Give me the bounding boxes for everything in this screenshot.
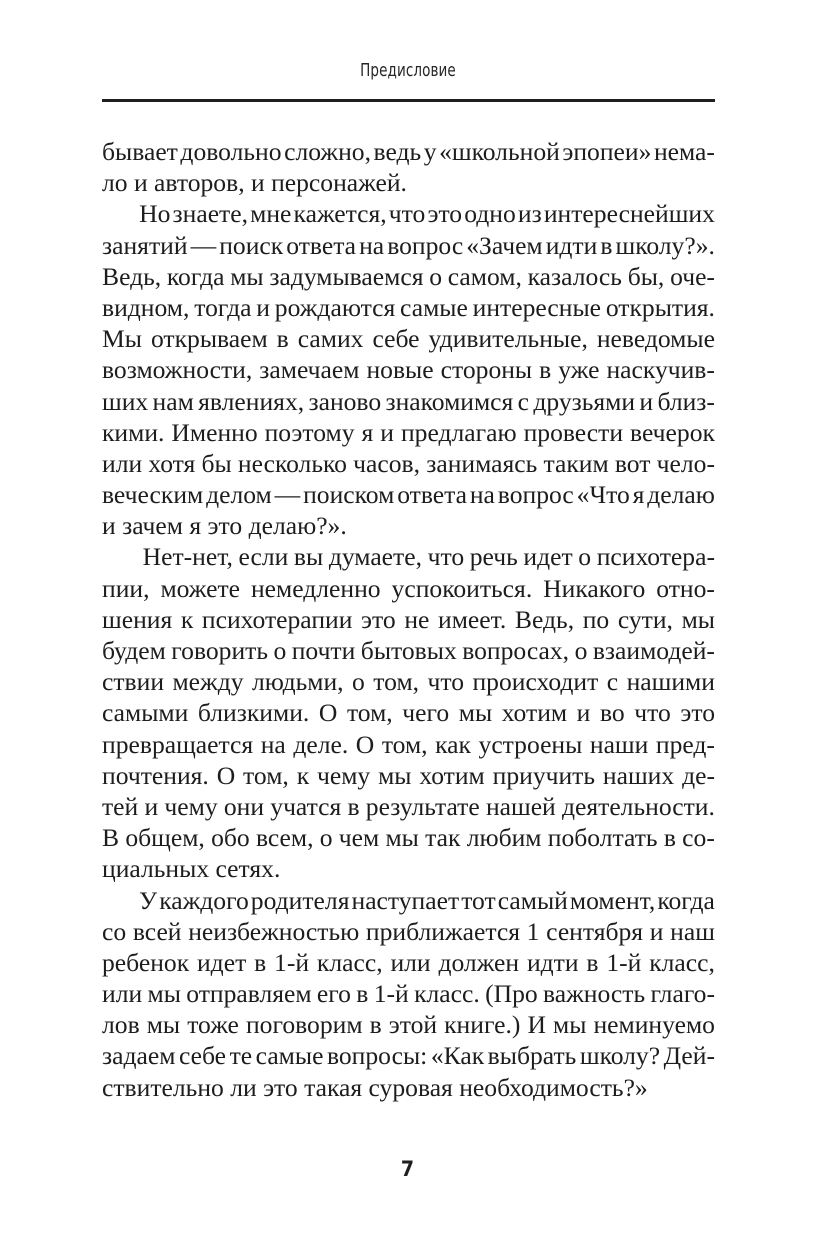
word: по	[582, 604, 610, 634]
text-line	[102, 1009, 715, 1040]
word: Нет-нет,	[142, 542, 233, 572]
word: почтения.	[102, 760, 209, 790]
word: «Что	[576, 480, 630, 510]
word: хотим	[501, 698, 568, 728]
word: поболтать	[547, 823, 658, 853]
word: сентября	[546, 916, 644, 946]
word: казалось	[527, 261, 622, 291]
word: интересные	[472, 292, 602, 322]
word: неведомые	[596, 324, 715, 354]
text-line	[102, 230, 715, 261]
word: идет	[196, 947, 247, 977]
word: имеет.	[438, 604, 507, 634]
word: близкими.	[197, 698, 310, 728]
word: у	[423, 137, 437, 166]
word: «Как	[430, 1041, 485, 1071]
word: взаимодей-	[592, 636, 715, 665]
word: о	[352, 667, 365, 697]
word: со-	[682, 823, 715, 853]
word: том,	[346, 698, 393, 728]
word: речь	[469, 542, 518, 572]
word: эпопеи»	[562, 137, 652, 166]
word: важность	[543, 979, 646, 1009]
word: стороны	[440, 355, 533, 385]
word: интереснейших	[543, 199, 715, 229]
word: мы	[147, 979, 181, 1009]
word: класс,	[649, 947, 715, 977]
word: ших	[102, 386, 149, 416]
word: нема-	[653, 137, 715, 166]
word: родителя	[250, 885, 350, 915]
word: и	[639, 386, 654, 416]
word: в	[369, 1010, 382, 1040]
word: можете	[160, 573, 241, 603]
word: делаю	[647, 480, 715, 510]
word: тогда	[194, 292, 252, 322]
word: общем,	[125, 823, 205, 853]
word: самые	[255, 1041, 324, 1071]
word: ствии	[102, 667, 165, 697]
word: это	[361, 604, 396, 634]
word: ствительно ли это такая суровая необходимость?»	[102, 1072, 648, 1102]
text-line	[102, 791, 715, 822]
running-head: Предисловие	[360, 61, 456, 81]
word: предлагаю	[400, 417, 517, 447]
word: со	[102, 916, 127, 946]
paragraph	[102, 541, 715, 884]
word: из	[517, 199, 542, 229]
word: его	[316, 979, 351, 1009]
word: нашей	[485, 791, 556, 821]
word: и зачем я это делаю?».	[102, 511, 347, 541]
word: мы	[681, 604, 715, 634]
word: деле.	[293, 729, 349, 759]
word: удивительные,	[428, 324, 588, 354]
word: неизбежностью	[188, 916, 360, 946]
word: на	[260, 729, 286, 759]
word: нам	[152, 386, 194, 416]
word: новые	[366, 355, 434, 385]
word: с	[517, 386, 530, 416]
word: самих	[297, 324, 364, 354]
word: деятельности.	[561, 791, 715, 821]
word: и	[576, 698, 591, 728]
word: на	[469, 480, 495, 510]
word: к	[296, 760, 310, 790]
word: успокоиться.	[391, 573, 533, 603]
word: пии,	[102, 573, 150, 603]
text-line	[102, 635, 715, 666]
word: вопрос	[387, 230, 464, 260]
word: психотерапии	[201, 604, 353, 634]
word: психотера-	[596, 542, 715, 572]
word: сути,	[617, 604, 673, 634]
word: оче-	[670, 261, 715, 291]
word: поиск	[219, 230, 284, 260]
word: таким	[543, 448, 609, 478]
word: занятий	[102, 230, 188, 260]
word: чело-	[656, 448, 715, 478]
text-line	[102, 573, 715, 604]
word: момент,	[569, 885, 656, 915]
word: 1	[526, 916, 540, 946]
word: вот	[614, 448, 651, 478]
word: класс.	[414, 979, 480, 1009]
word: открываем	[150, 324, 268, 354]
word: к	[180, 604, 194, 634]
word: уже	[558, 355, 600, 385]
word: что	[427, 667, 465, 697]
word: наш	[670, 916, 715, 946]
paragraph	[102, 198, 715, 541]
word: —	[274, 480, 301, 510]
word: всем,	[255, 823, 314, 853]
word: делом	[206, 480, 272, 510]
text-line	[102, 167, 715, 198]
word: в	[600, 230, 613, 260]
word: те	[229, 1041, 253, 1071]
word: тоже	[187, 1010, 239, 1040]
word: этой	[388, 1010, 438, 1040]
word: в	[663, 823, 676, 853]
word: мы	[230, 261, 264, 291]
word: мы	[378, 760, 412, 790]
word: будем	[102, 636, 166, 665]
word: или	[390, 947, 431, 977]
word: школу?».	[615, 230, 715, 260]
word: и	[256, 292, 270, 322]
word: когда	[657, 885, 715, 915]
word: бы,	[627, 261, 665, 291]
word: всей	[132, 916, 182, 946]
word: вечерок	[630, 417, 715, 447]
word: знаете,	[172, 199, 249, 229]
word: почти	[291, 636, 356, 665]
word: рождаются	[274, 292, 396, 322]
word: В	[102, 823, 120, 853]
text-line	[102, 666, 715, 697]
word: они	[223, 791, 265, 821]
word: ло и авторов, и персонажей.	[102, 168, 407, 198]
word: пред-	[655, 729, 715, 759]
text-line	[102, 978, 715, 1009]
word: одно	[464, 199, 516, 229]
word: видном,	[102, 292, 190, 322]
word: хотя	[148, 448, 196, 478]
word: чем	[338, 823, 380, 853]
word: Мы	[102, 324, 142, 354]
word: поэтому	[264, 417, 355, 447]
word: о	[429, 261, 443, 291]
text-line	[102, 947, 715, 978]
word: и	[380, 417, 394, 447]
word: —	[190, 230, 217, 260]
text-line	[102, 386, 715, 417]
text-line	[102, 1040, 715, 1071]
text-line	[102, 479, 715, 510]
word: мы	[146, 1010, 181, 1040]
word: провести	[523, 417, 624, 447]
text-line	[102, 198, 715, 229]
word: идти	[545, 230, 598, 260]
word: себе	[372, 324, 420, 354]
text-line	[102, 448, 715, 479]
text-line	[102, 261, 715, 292]
word: довольно	[180, 137, 282, 166]
word: о	[574, 636, 588, 665]
word: наши	[589, 729, 649, 759]
word: И	[527, 1010, 546, 1040]
word: учатся	[270, 791, 342, 821]
word: У	[139, 885, 158, 915]
word: немедленно	[250, 573, 381, 603]
word: самыми	[102, 698, 189, 728]
word: шения	[102, 604, 173, 634]
text-line	[102, 136, 715, 167]
word: самые	[400, 292, 468, 322]
word: де-	[682, 760, 715, 790]
word: 1-й	[606, 947, 642, 977]
word: в	[276, 324, 289, 354]
word: задаем	[102, 1041, 176, 1071]
text-line	[102, 323, 715, 354]
text-line	[102, 354, 715, 385]
word: или	[102, 979, 143, 1009]
word: лов	[102, 1010, 140, 1040]
word: том,	[243, 760, 289, 790]
word: наскучив-	[606, 355, 715, 385]
word: О	[355, 729, 375, 759]
word: о	[273, 636, 287, 665]
word: неминуемо	[593, 1010, 715, 1040]
word: людьми,	[252, 667, 344, 697]
word: мы	[553, 1010, 587, 1040]
word: близ-	[657, 386, 715, 416]
word: в	[254, 947, 267, 977]
word: выбрать	[487, 1041, 577, 1071]
word: Но	[139, 199, 171, 229]
word: устроены	[478, 729, 583, 759]
word: наших	[602, 760, 675, 790]
word: чему	[317, 760, 371, 790]
word: отправляем	[186, 979, 312, 1009]
word: я	[632, 480, 645, 510]
word: глаго-	[650, 979, 715, 1009]
word: о	[578, 542, 592, 572]
word: думаете,	[328, 542, 422, 572]
word: если	[238, 542, 289, 572]
word: бывает	[102, 137, 178, 166]
word: несколько	[237, 448, 347, 478]
word: самом,	[447, 261, 522, 291]
word: «Зачем	[466, 230, 543, 260]
word: задумываемся	[269, 261, 424, 291]
word: и	[649, 916, 664, 946]
word: я	[361, 417, 374, 447]
header-rule	[102, 99, 715, 102]
word: между	[172, 667, 244, 697]
word: тей	[102, 791, 139, 821]
paragraph	[102, 885, 715, 1103]
word: сложно,	[284, 137, 371, 166]
word: кими.	[102, 417, 165, 447]
word: циальных сетях.	[102, 854, 281, 884]
word: вопросах,	[462, 636, 570, 665]
word: в	[539, 355, 552, 385]
word: каждого	[159, 885, 249, 915]
word: веческим	[102, 480, 204, 510]
word: Никакого	[543, 573, 646, 603]
word: в	[356, 979, 369, 1009]
word: бы	[201, 448, 232, 478]
word: и	[144, 791, 159, 821]
word: обо	[211, 823, 250, 853]
word: открытия.	[605, 292, 715, 322]
word: ребенок	[102, 947, 190, 977]
word: явлениях,	[198, 386, 305, 416]
paragraph	[102, 136, 715, 198]
word: так	[425, 823, 461, 853]
word: себе	[178, 1041, 227, 1071]
word: кажется,	[293, 199, 387, 229]
word: «школьной	[439, 137, 560, 166]
word: приучить	[492, 760, 596, 790]
word: нашими	[626, 667, 715, 697]
word: в	[347, 791, 360, 821]
word: мы	[458, 698, 493, 728]
word: Именно	[171, 417, 258, 447]
word: когда	[166, 261, 225, 291]
word: должен	[438, 947, 520, 977]
word: возможности,	[102, 355, 253, 385]
word: отно-	[656, 573, 715, 603]
word: замечаем	[259, 355, 360, 385]
word: вы	[293, 542, 324, 572]
word: или	[102, 448, 143, 478]
text-line	[102, 916, 715, 947]
word: ответа	[286, 230, 357, 260]
text-line	[102, 697, 715, 728]
word: на	[359, 230, 385, 260]
word: том,	[381, 729, 428, 759]
word: с	[606, 667, 619, 697]
word: идет	[523, 542, 573, 572]
word: том,	[373, 667, 420, 697]
text-line	[102, 885, 715, 916]
text-line	[102, 541, 715, 572]
word: не	[404, 604, 430, 634]
page-number: 7	[400, 1157, 415, 1181]
word: поиском	[303, 480, 395, 510]
word: знакомимся	[385, 386, 514, 416]
word: приближается	[365, 916, 520, 946]
word: в	[586, 947, 599, 977]
word: мы	[385, 823, 419, 853]
text-line	[102, 604, 715, 635]
word: наступает	[351, 885, 460, 915]
word: о	[319, 823, 333, 853]
word: происходит	[472, 667, 599, 697]
word: часов,	[353, 448, 421, 478]
word: чему	[164, 791, 218, 821]
word: идти	[526, 947, 579, 977]
word: тот	[461, 885, 496, 915]
word: мне	[250, 199, 292, 229]
word: во	[599, 698, 625, 728]
body-text-block	[102, 136, 715, 1103]
text-line	[102, 417, 715, 448]
word: что	[634, 698, 671, 728]
word: 1-й	[373, 979, 409, 1009]
word: (Про	[485, 979, 538, 1009]
text-line	[102, 729, 715, 760]
text-line	[102, 510, 715, 541]
word: книге.)	[444, 1010, 521, 1040]
word: класс,	[316, 947, 383, 977]
word: бытовых	[360, 636, 457, 665]
word: 1-й	[274, 947, 310, 977]
word: это	[680, 698, 715, 728]
word: как	[435, 729, 471, 759]
text-line	[102, 1072, 715, 1103]
word: говорить	[171, 636, 268, 665]
word: Дей-	[663, 1041, 715, 1071]
word: вопросы:	[326, 1041, 428, 1071]
word: что	[427, 542, 465, 572]
word: школу?	[579, 1041, 661, 1071]
word: Ведь,	[514, 604, 575, 634]
word: вопрос	[497, 480, 574, 510]
word: занимаясь	[426, 448, 538, 478]
text-line	[102, 822, 715, 853]
word: ведь	[373, 137, 422, 166]
word: Ведь,	[102, 261, 162, 291]
word: превращается	[102, 729, 254, 759]
word: О	[216, 760, 236, 790]
word: ответа	[397, 480, 467, 510]
word: поговорим	[245, 1010, 363, 1040]
word: друзьями	[533, 386, 636, 416]
text-line	[102, 760, 715, 791]
text-line	[102, 853, 715, 884]
word: О	[318, 698, 338, 728]
word: самый	[497, 885, 568, 915]
word: чего	[402, 698, 450, 728]
word: любим	[466, 823, 542, 853]
word: хотим	[419, 760, 485, 790]
word: это	[427, 199, 463, 229]
word: заново	[308, 386, 382, 416]
word: результате	[365, 791, 480, 821]
text-line	[102, 292, 715, 323]
word: что	[388, 199, 426, 229]
